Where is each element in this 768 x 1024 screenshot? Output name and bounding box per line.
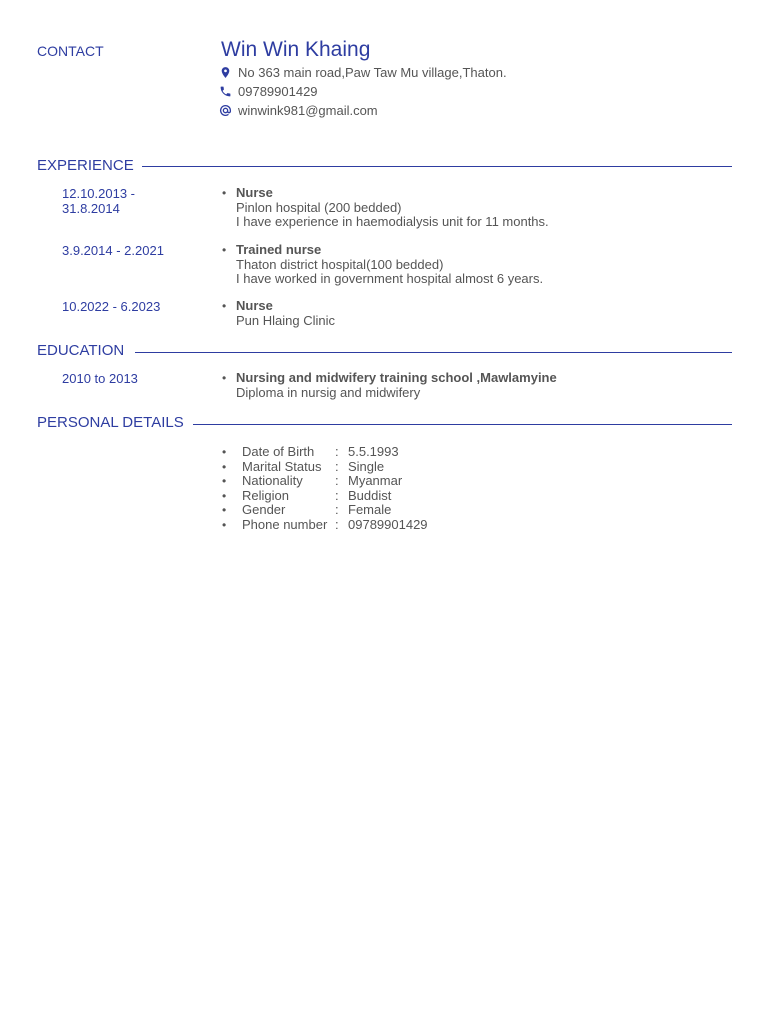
date-start: 12.10.2013 - <box>62 186 136 201</box>
detail-label: Nationality <box>242 473 303 488</box>
school-name: Nursing and midwifery training school ,Mawlamyine <box>236 370 557 385</box>
bullet: • <box>222 517 227 532</box>
education-divider <box>135 352 732 353</box>
detail-value: 09789901429 <box>348 516 428 532</box>
bullet: • <box>222 488 227 503</box>
bullet: • <box>222 371 227 385</box>
experience-entry <box>222 299 335 328</box>
job-place: Pun Hlaing Clinic <box>236 312 335 328</box>
detail-separator: : <box>335 444 339 459</box>
detail-value: Myanmar <box>348 473 403 488</box>
experience-date <box>62 186 135 216</box>
experience-heading: EXPERIENCE <box>37 157 134 174</box>
contact-heading: CONTACT <box>37 43 104 59</box>
job-title: Nurse <box>236 298 273 313</box>
bullet: • <box>222 299 227 313</box>
contact-address <box>218 65 507 80</box>
job-place: Pinlon hospital (200 bedded) <box>236 199 402 215</box>
map-pin-icon <box>218 66 232 80</box>
bullet: • <box>222 503 227 517</box>
job-description: I have experience in haemodialysis unit for 11 months. <box>236 214 549 229</box>
detail-label: Religion <box>242 487 289 503</box>
candidate-name: Win Win Khaing <box>221 38 371 61</box>
detail-separator: : <box>335 487 339 503</box>
detail-separator: : <box>335 458 339 474</box>
date-end: 31.8.2014 <box>62 201 120 216</box>
bullet: • <box>222 186 227 200</box>
experience-entry <box>222 243 543 287</box>
degree: Diploma in nursig and midwifery <box>236 384 421 400</box>
detail-row-gender <box>222 503 428 518</box>
job-title: Trained nurse <box>236 242 322 257</box>
detail-label: Marital Status <box>242 458 322 474</box>
job-title: Nurse <box>236 185 273 200</box>
experience-date <box>62 299 160 314</box>
phone-text[interactable]: 09789901429 <box>238 84 318 99</box>
detail-value: Single <box>348 458 385 474</box>
detail-label: Phone number <box>242 516 328 532</box>
bullet: • <box>222 243 227 257</box>
detail-value: Buddist <box>348 487 392 503</box>
phone-icon <box>218 85 232 99</box>
experience-date <box>62 243 164 258</box>
education-date <box>62 371 138 386</box>
detail-separator: : <box>335 502 339 517</box>
email-text[interactable]: winwink981@gmail.com <box>238 103 378 118</box>
education-entry <box>222 371 557 400</box>
personal-details-divider <box>193 424 732 425</box>
detail-label: Date of Birth <box>242 444 315 459</box>
bullet: • <box>222 474 227 488</box>
detail-row-nationality <box>222 474 428 489</box>
detail-row-religion <box>222 489 428 504</box>
detail-separator: : <box>335 516 339 532</box>
date-range: 3.9.2014 - 2.2021 <box>62 243 164 258</box>
personal-details-list <box>222 445 428 532</box>
job-place: Thaton district hospital(100 bedded) <box>236 256 444 272</box>
detail-row-phone <box>222 518 428 533</box>
experience-entry <box>222 186 549 230</box>
detail-separator: : <box>335 473 339 488</box>
date-range: 2010 to 2013 <box>62 371 138 386</box>
detail-label: Gender <box>242 502 286 517</box>
bullet: • <box>222 459 227 474</box>
bullet: • <box>222 445 227 459</box>
address-text: No 363 main road,Paw Taw Mu village,Thaton. <box>238 65 507 80</box>
personal-details-heading: PERSONAL DETAILS <box>37 414 184 431</box>
date-range: 10.2022 - 6.2023 <box>62 299 161 314</box>
contact-email <box>218 103 378 118</box>
detail-value: Female <box>348 502 392 517</box>
at-sign-icon <box>218 104 232 118</box>
education-heading: EDUCATION <box>37 342 125 359</box>
job-description: I have worked in government hospital almost 6 years. <box>236 271 544 286</box>
detail-row-dob <box>222 445 428 460</box>
detail-value: 5.5.1993 <box>348 444 399 459</box>
detail-row-marital-status <box>222 460 428 475</box>
contact-phone <box>218 84 318 99</box>
experience-divider <box>142 166 732 167</box>
